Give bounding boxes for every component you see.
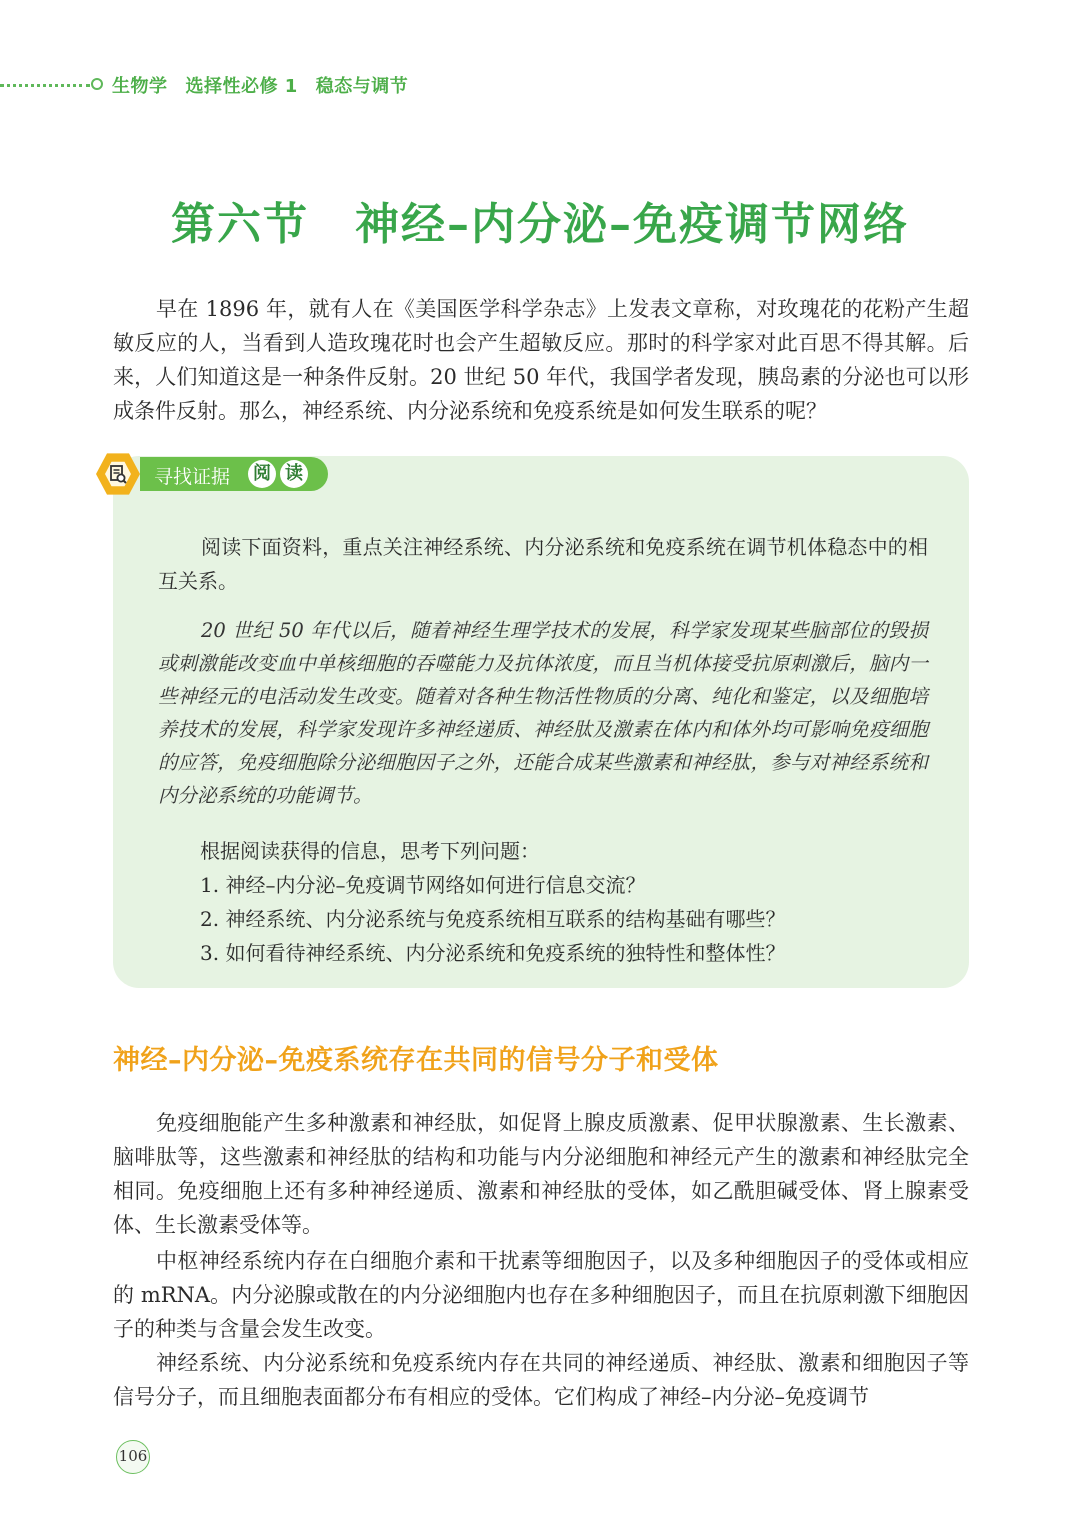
header-book: 生物学 (112, 76, 168, 97)
tag-char-read: 阅 (248, 460, 276, 488)
section-title (0, 188, 1080, 252)
body-paragraph: 中枢神经系统内存在白细胞介素和干扰素等细胞因子，以及多种细胞因子的受体或相应的 mRNA。内分泌腺或散在的内分泌细胞内也存在多种细胞因子，而且在抗原刺激下细胞因子的种类与含量会发生改变。 (113, 1249, 969, 1341)
header-text (112, 72, 426, 98)
subsection-heading: 神经–内分泌–免疫系统存在共同的信号分子和受体 (113, 1045, 719, 1076)
body-paragraph: 神经系统、内分泌系统和免疫系统内存在共同的神经递质、神经肽、激素和细胞因子等信号分子，而且细胞表面都分布有相应的受体。它们构成了神经–内分泌–免疫调节 (113, 1351, 969, 1409)
tag-label: 寻找证据 (154, 466, 231, 488)
header-ring-icon (91, 78, 103, 90)
document-magnifier-icon (96, 452, 140, 496)
tag-char-du: 读 (280, 460, 308, 488)
header-unit: 稳态与调节 (315, 76, 409, 97)
running-header (0, 72, 600, 100)
section-name: 神经–内分泌–免疫调节网络 (355, 199, 909, 250)
question-item: 2. 神经系统、内分泌系统与免疫系统相互联系的结构基础有哪些？ (200, 907, 786, 931)
section-number: 第六节 (171, 199, 309, 250)
question-item: 3. 如何看待神经系统、内分泌系统和免疫系统的独特性和整体性？ (200, 941, 786, 965)
reading-instruction: 阅读下面资料，重点关注神经系统、内分泌系统和免疫系统在调节机体稳态中的相互关系。 (158, 535, 928, 593)
question-item: 1. 神经–内分泌–免疫调节网络如何进行信息交流？ (200, 873, 646, 897)
intro-paragraph: 早在 1896 年，就有人在《美国医学科学杂志》上发表文章称，对玫瑰花的花粉产生超敏反应的人，当看到人造玫瑰花时也会产生超敏反应。那时的科学家对此百思不得其解。后来，人们知道这是一种条件反射。20 世纪 50 年代，我国学者发现，胰岛素的分泌也可以形成条件反射。那么，神经系统、内分泌系统和免疫系统是如何发生联系的呢？ (113, 297, 969, 423)
reading-material: 20 世纪 50 年代以后，随着神经生理学技术的发展，科学家发现某些脑部位的毁损或刺激能改变血中单核细胞的吞噬能力及抗体浓度，而且当机体接受抗原刺激后，脑内一些神经元的电活动发生改变。随着对各种生物活性物质的分离、纯化和鉴定，以及细胞培养技术的发展，科学家发现许多神经递质、神经肽及激素在体内和体外均可影响免疫细胞的应答，免疫细胞除分泌细胞因子之外，还能合成某些激素和神经肽，参与对神经系统和内分泌系统的功能调节。 (158, 619, 928, 807)
body-paragraph: 免疫细胞能产生多种激素和神经肽，如促肾上腺皮质激素、促甲状腺激素、生长激素、脑啡肽等，这些激素和神经肽的结构和功能与内分泌细胞和神经元产生的激素和神经肽完全相同。免疫细胞上还有多种神经递质、激素和神经肽的受体，如乙酰胆碱受体、肾上腺素受体、生长激素受体等。 (113, 1111, 969, 1237)
reading-tag (96, 452, 328, 496)
questions-intro: 根据阅读获得的信息，思考下列问题： (200, 839, 540, 863)
header-dotted-rule (0, 84, 90, 87)
page-number: 106 (116, 1440, 150, 1474)
header-volume: 选择性必修 1 (185, 76, 298, 97)
